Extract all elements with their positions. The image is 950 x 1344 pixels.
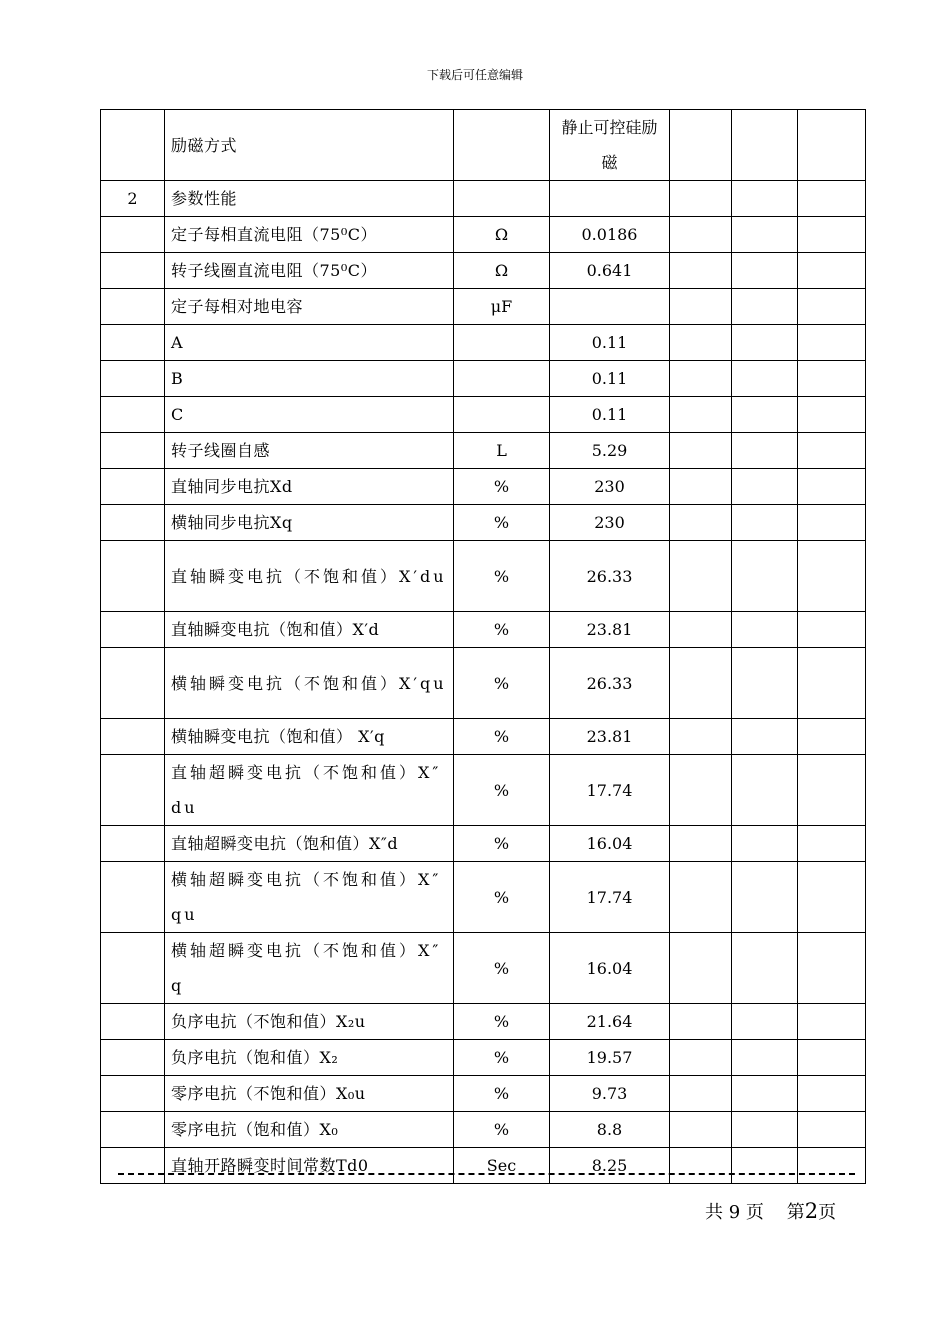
parameter-name: 横轴超瞬变电抗（不饱和值）X″q <box>165 933 454 1004</box>
table-row <box>101 1076 866 1112</box>
table-row <box>101 1148 866 1184</box>
parameter-name: C <box>165 397 454 433</box>
blank-cell <box>798 1004 866 1040</box>
parameter-unit: % <box>454 648 550 719</box>
parameter-value: 230 <box>550 505 670 541</box>
parameter-value <box>550 289 670 325</box>
parameter-unit: Sec <box>454 1148 550 1184</box>
table-row <box>101 361 866 397</box>
row-index <box>101 505 165 541</box>
blank-cell <box>732 862 798 933</box>
parameter-name: 参数性能 <box>165 181 454 217</box>
parameter-unit <box>454 361 550 397</box>
row-index <box>101 755 165 826</box>
table-row <box>101 1040 866 1076</box>
parameter-value: 16.04 <box>550 826 670 862</box>
blank-cell <box>732 1040 798 1076</box>
blank-cell <box>732 505 798 541</box>
parameter-name: 转子线圈直流电阻（75⁰C） <box>165 253 454 289</box>
blank-cell <box>670 1148 732 1184</box>
row-index <box>101 361 165 397</box>
parameter-unit: L <box>454 433 550 469</box>
blank-cell <box>798 541 866 612</box>
blank-cell <box>732 289 798 325</box>
parameter-unit: % <box>454 612 550 648</box>
parameter-unit: Ω <box>454 253 550 289</box>
parameter-unit <box>454 397 550 433</box>
blank-cell <box>798 1040 866 1076</box>
table-row <box>101 541 866 612</box>
blank-cell <box>732 648 798 719</box>
blank-cell <box>798 433 866 469</box>
parameter-value: 9.73 <box>550 1076 670 1112</box>
blank-cell <box>732 826 798 862</box>
blank-cell <box>670 1112 732 1148</box>
parameter-unit: % <box>454 1004 550 1040</box>
row-index <box>101 826 165 862</box>
parameter-unit: % <box>454 1076 550 1112</box>
page-suffix: 页 <box>818 1202 837 1223</box>
blank-cell <box>732 1004 798 1040</box>
parameter-unit: % <box>454 1040 550 1076</box>
parameter-unit <box>454 325 550 361</box>
blank-cell <box>732 1148 798 1184</box>
blank-cell <box>732 397 798 433</box>
parameter-name: B <box>165 361 454 397</box>
blank-cell <box>798 1148 866 1184</box>
parameter-name: 零序电抗（饱和值）X₀ <box>165 1112 454 1148</box>
table-row <box>101 612 866 648</box>
blank-cell <box>798 397 866 433</box>
row-index <box>101 1148 165 1184</box>
parameter-value: 16.04 <box>550 933 670 1004</box>
parameter-unit: % <box>454 541 550 612</box>
parameter-name: 转子线圈自感 <box>165 433 454 469</box>
row-index <box>101 612 165 648</box>
parameter-value: 静止可控硅励磁 <box>550 110 670 181</box>
blank-cell <box>670 541 732 612</box>
parameter-value: 23.81 <box>550 612 670 648</box>
table-row <box>101 433 866 469</box>
blank-cell <box>732 110 798 181</box>
row-index <box>101 469 165 505</box>
table-row <box>101 648 866 719</box>
parameter-unit: % <box>454 933 550 1004</box>
blank-cell <box>798 648 866 719</box>
blank-cell <box>798 325 866 361</box>
blank-cell <box>670 505 732 541</box>
parameter-name: 定子每相直流电阻（75⁰C） <box>165 217 454 253</box>
table-row <box>101 826 866 862</box>
blank-cell <box>798 469 866 505</box>
parameter-unit <box>454 181 550 217</box>
blank-cell <box>732 217 798 253</box>
blank-cell <box>798 181 866 217</box>
blank-cell <box>732 612 798 648</box>
parameter-table <box>100 109 866 1184</box>
parameter-name: 横轴瞬变电抗（不饱和值）X′qu <box>165 648 454 719</box>
blank-cell <box>670 110 732 181</box>
page-footer <box>705 1198 836 1224</box>
parameter-value: 8.8 <box>550 1112 670 1148</box>
parameter-unit <box>454 110 550 181</box>
parameter-unit: μF <box>454 289 550 325</box>
blank-cell <box>670 253 732 289</box>
parameter-unit: % <box>454 719 550 755</box>
row-index <box>101 325 165 361</box>
table-row <box>101 253 866 289</box>
blank-cell <box>670 469 732 505</box>
parameter-name: 直轴超瞬变电抗（不饱和值）X″du <box>165 755 454 826</box>
row-index <box>101 110 165 181</box>
blank-cell <box>670 433 732 469</box>
parameter-value: 23.81 <box>550 719 670 755</box>
parameter-name: 直轴瞬变电抗（不饱和值）X′du <box>165 541 454 612</box>
parameter-value: 0.11 <box>550 361 670 397</box>
parameter-unit: Ω <box>454 217 550 253</box>
parameter-name: 零序电抗（不饱和值）X₀u <box>165 1076 454 1112</box>
blank-cell <box>670 397 732 433</box>
blank-cell <box>798 719 866 755</box>
table-body <box>101 110 866 1184</box>
row-index <box>101 1040 165 1076</box>
row-index <box>101 719 165 755</box>
blank-cell <box>798 755 866 826</box>
blank-cell <box>670 181 732 217</box>
row-index <box>101 253 165 289</box>
row-index <box>101 1004 165 1040</box>
table-row <box>101 505 866 541</box>
table-row <box>101 1004 866 1040</box>
row-index: 2 <box>101 181 165 217</box>
blank-cell <box>798 612 866 648</box>
blank-cell <box>798 505 866 541</box>
parameter-value: 0.641 <box>550 253 670 289</box>
row-index <box>101 433 165 469</box>
parameter-value: 26.33 <box>550 541 670 612</box>
row-index <box>101 289 165 325</box>
blank-cell <box>732 719 798 755</box>
parameter-unit: % <box>454 826 550 862</box>
table-row <box>101 325 866 361</box>
blank-cell <box>732 325 798 361</box>
row-index <box>101 1076 165 1112</box>
blank-cell <box>670 755 732 826</box>
blank-cell <box>670 826 732 862</box>
table-row <box>101 469 866 505</box>
parameter-value: 21.64 <box>550 1004 670 1040</box>
blank-cell <box>670 719 732 755</box>
row-index <box>101 217 165 253</box>
blank-cell <box>732 1112 798 1148</box>
parameter-name: A <box>165 325 454 361</box>
parameter-value: 5.29 <box>550 433 670 469</box>
blank-cell <box>798 110 866 181</box>
parameter-unit: % <box>454 755 550 826</box>
blank-cell <box>670 1040 732 1076</box>
blank-cell <box>732 755 798 826</box>
table-row <box>101 755 866 826</box>
blank-cell <box>732 181 798 217</box>
total-pages-label: 共 9 页 <box>705 1202 764 1223</box>
parameter-name: 横轴超瞬变电抗（不饱和值）X″qu <box>165 862 454 933</box>
blank-cell <box>670 648 732 719</box>
blank-cell <box>670 1004 732 1040</box>
footer-divider <box>118 1173 855 1177</box>
parameter-name: 直轴开路瞬变时间常数Td0 <box>165 1148 454 1184</box>
blank-cell <box>732 469 798 505</box>
table-row <box>101 719 866 755</box>
blank-cell <box>798 862 866 933</box>
blank-cell <box>798 253 866 289</box>
blank-cell <box>732 541 798 612</box>
parameter-value: 26.33 <box>550 648 670 719</box>
row-index <box>101 648 165 719</box>
parameter-value <box>550 181 670 217</box>
parameter-unit: % <box>454 469 550 505</box>
parameter-name: 横轴瞬变电抗（饱和值） X′q <box>165 719 454 755</box>
parameter-name: 定子每相对地电容 <box>165 289 454 325</box>
parameter-value: 19.57 <box>550 1040 670 1076</box>
parameter-value: 17.74 <box>550 862 670 933</box>
header-note: 下载后可任意编辑 <box>426 68 523 82</box>
parameter-value: 0.0186 <box>550 217 670 253</box>
parameter-name: 直轴瞬变电抗（饱和值）X′d <box>165 612 454 648</box>
table-row <box>101 397 866 433</box>
blank-cell <box>670 612 732 648</box>
blank-cell <box>670 1076 732 1112</box>
blank-cell <box>798 933 866 1004</box>
blank-cell <box>798 217 866 253</box>
blank-cell <box>670 361 732 397</box>
parameter-name: 负序电抗（不饱和值）X₂u <box>165 1004 454 1040</box>
row-index <box>101 541 165 612</box>
blank-cell <box>670 862 732 933</box>
blank-cell <box>732 433 798 469</box>
row-index <box>101 862 165 933</box>
page-number: 2 <box>804 1199 819 1223</box>
table-row <box>101 289 866 325</box>
table-row <box>101 862 866 933</box>
blank-cell <box>798 289 866 325</box>
blank-cell <box>798 1112 866 1148</box>
parameter-name: 负序电抗（饱和值）X₂ <box>165 1040 454 1076</box>
table-row <box>101 181 866 217</box>
blank-cell <box>798 826 866 862</box>
parameter-name: 直轴超瞬变电抗（饱和值）X″d <box>165 826 454 862</box>
parameter-value: 230 <box>550 469 670 505</box>
parameter-name: 横轴同步电抗Xq <box>165 505 454 541</box>
table-row <box>101 1112 866 1148</box>
parameter-unit: % <box>454 1112 550 1148</box>
blank-cell <box>670 325 732 361</box>
row-index <box>101 1112 165 1148</box>
parameter-value: 0.11 <box>550 397 670 433</box>
parameter-unit: % <box>454 505 550 541</box>
blank-cell <box>798 361 866 397</box>
blank-cell <box>798 1076 866 1112</box>
blank-cell <box>670 217 732 253</box>
parameter-unit: % <box>454 862 550 933</box>
parameter-name: 励磁方式 <box>165 110 454 181</box>
row-index <box>101 933 165 1004</box>
blank-cell <box>732 253 798 289</box>
blank-cell <box>670 289 732 325</box>
blank-cell <box>732 933 798 1004</box>
page-prefix: 第 <box>786 1202 805 1223</box>
parameter-value: 0.11 <box>550 325 670 361</box>
blank-cell <box>732 361 798 397</box>
table-row <box>101 110 866 181</box>
parameter-value: 8.25 <box>550 1148 670 1184</box>
parameter-name: 直轴同步电抗Xd <box>165 469 454 505</box>
table-row <box>101 933 866 1004</box>
table-row <box>101 217 866 253</box>
parameter-value: 17.74 <box>550 755 670 826</box>
row-index <box>101 397 165 433</box>
blank-cell <box>670 933 732 1004</box>
blank-cell <box>732 1076 798 1112</box>
